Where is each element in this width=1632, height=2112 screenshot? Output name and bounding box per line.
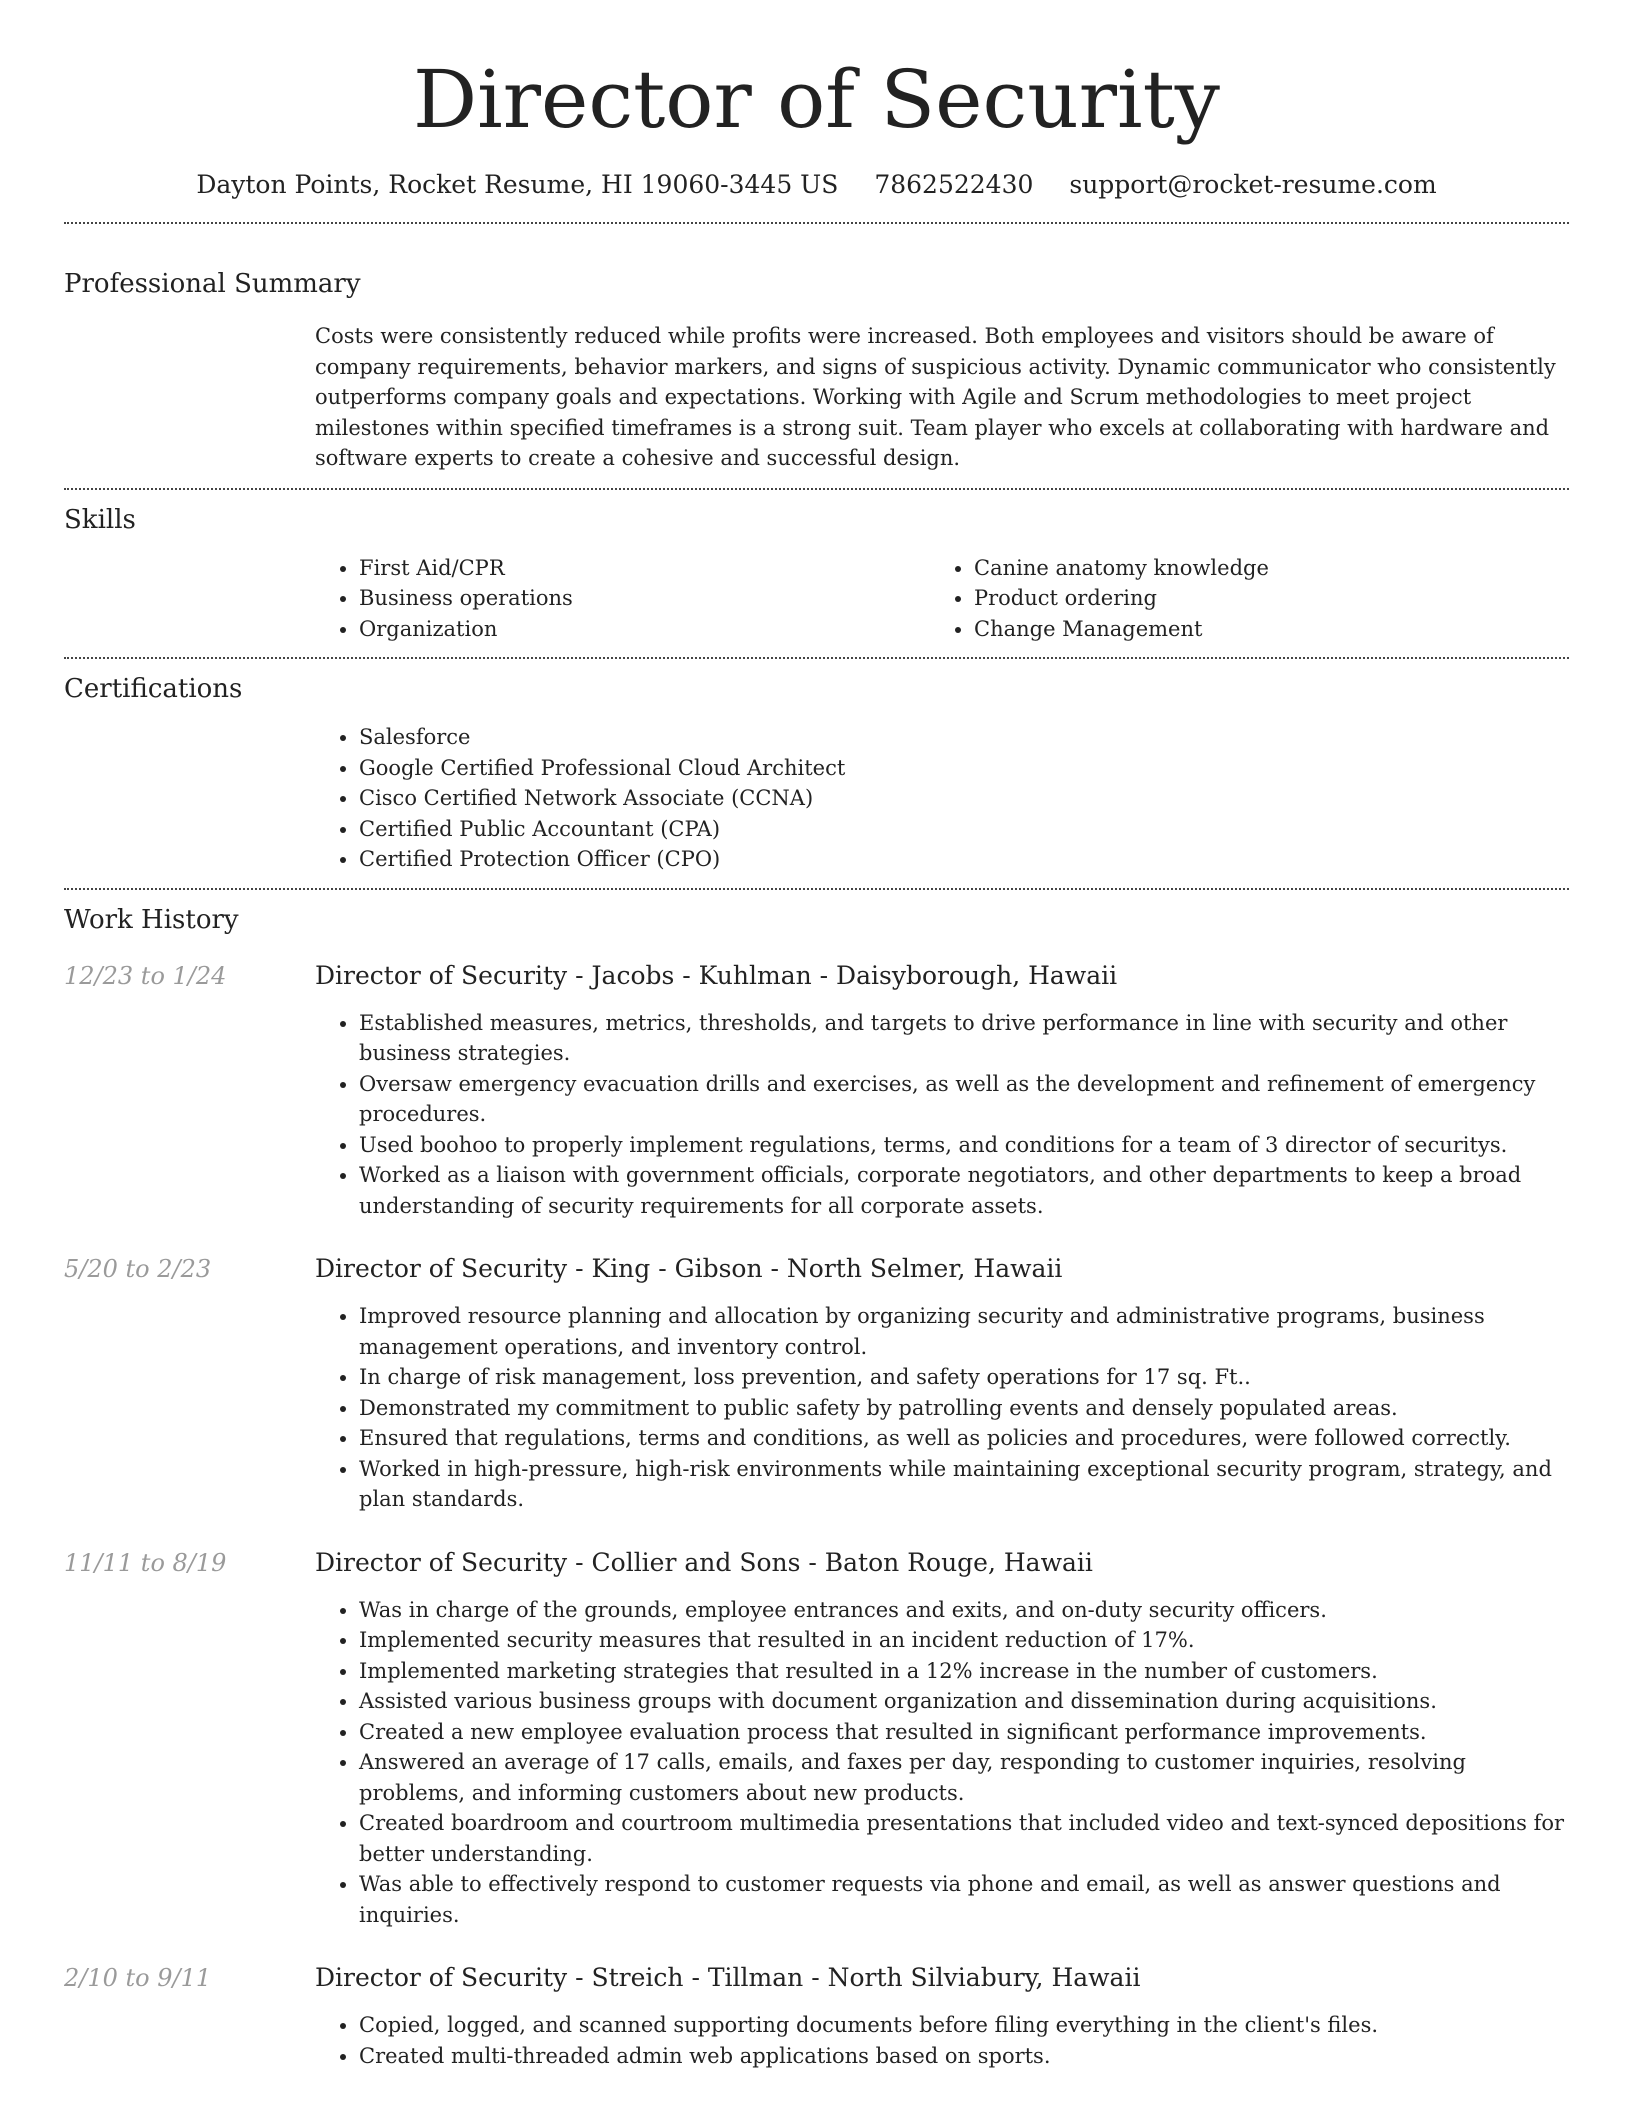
- job-bullets: [315, 1595, 1569, 1931]
- skills-section: [64, 490, 1569, 658]
- certification-item: • Certified Protection Officer (CPO): [359, 844, 1569, 875]
- job-title: Director of Security - Collier and Sons - Baton Rouge, Hawaii: [315, 1547, 1093, 1577]
- job-bullet: • Established measures, metrics, thresholds, and targets to drive performance in line with security and other business strategies.: [359, 1008, 1569, 1069]
- contact-address: Dayton Points, Rocket Resume, HI 19060-3445 US: [196, 170, 839, 199]
- job-dates: 11/11 to 8/19: [64, 1548, 227, 1577]
- job-bullet: • Used boohoo to properly implement regulations, terms, and conditions for a team of 3 director of securitys.: [359, 1130, 1569, 1161]
- certification-item: • Cisco Certified Network Associate (CCNA): [359, 783, 1569, 814]
- job-bullet: • Created boardroom and courtroom multimedia presentations that included video and text-synced depositions for better understanding.: [359, 1808, 1569, 1869]
- skills-list-right: [930, 553, 1545, 645]
- resume-name: Director of Security: [413, 53, 1220, 146]
- contact-line: [64, 168, 1569, 202]
- certification-item: • Google Certified Professional Cloud Architect: [359, 753, 1569, 784]
- job-bullets: [315, 1301, 1569, 1515]
- job-bullet: • Was in charge of the grounds, employee entrances and exits, and on-duty security officers.: [359, 1595, 1569, 1626]
- section-title-skills: Skills: [64, 504, 136, 535]
- job-dates: 12/23 to 1/24: [64, 961, 227, 990]
- skills-list-left: [315, 553, 930, 645]
- skill-item: • First Aid/CPR: [359, 553, 930, 584]
- resume-page: [64, 0, 1569, 2071]
- job-bullet: • Implemented security measures that resulted in an incident reduction of 17%.: [359, 1625, 1569, 1656]
- skill-item: • Business operations: [359, 583, 930, 614]
- job-bullet: • Copied, logged, and scanned supporting documents before filing everything in the client's files.: [359, 2010, 1569, 2041]
- section-title-certifications: Certifications: [64, 674, 243, 704]
- skill-item: • Product ordering: [974, 583, 1545, 614]
- job-title: Director of Security - Streich - Tillman - North Silviabury, Hawaii: [315, 1963, 1141, 1992]
- job-bullet: • Assisted various business groups with document organization and dissemination during acquisitions.: [359, 1686, 1569, 1717]
- job-entry: [64, 1962, 1569, 2071]
- job-bullets: [315, 2010, 1569, 2071]
- job-bullet: • Demonstrated my commitment to public safety by patrolling events and densely populated areas.: [359, 1393, 1569, 1424]
- skill-item: • Canine anatomy knowledge: [974, 553, 1545, 584]
- summary-section: [64, 224, 1569, 488]
- job-bullets: [315, 1008, 1569, 1222]
- job-bullet: • Answered an average of 17 calls, emails, and faxes per day, responding to customer inquiries, resolving problems, and informing customers about new products.: [359, 1747, 1569, 1808]
- skill-item: • Organization: [359, 614, 930, 645]
- job-bullet: • Was able to effectively respond to customer requests via phone and email, as well as answer questions and inquiries.: [359, 1869, 1569, 1930]
- skills-content: [315, 553, 1569, 658]
- certifications-section: [64, 659, 1569, 888]
- contact-email: support@rocket-resume.com: [1069, 170, 1437, 199]
- section-title-work-history: Work History: [64, 904, 239, 935]
- job-title: Director of Security - King - Gibson - North Selmer, Hawaii: [315, 1254, 1063, 1283]
- certification-item: • Salesforce: [359, 722, 1569, 753]
- certifications-list: [315, 722, 1569, 875]
- certification-item: • Certified Public Accountant (CPA): [359, 814, 1569, 845]
- job-entry: [64, 960, 1569, 1222]
- job-entry: [64, 1253, 1569, 1515]
- job-dates: 5/20 to 2/23: [64, 1255, 212, 1283]
- job-bullet: • Created multi-threaded admin web applications based on sports.: [359, 2041, 1569, 2072]
- contact-phone: 7862522430: [874, 170, 1034, 199]
- job-bullet: • In charge of risk management, loss prevention, and safety operations for 17 sq. Ft..: [359, 1362, 1569, 1393]
- section-title-summary: Professional Summary: [64, 269, 361, 299]
- job-bullet: • Ensured that regulations, terms and conditions, as well as policies and procedures, were followed correctly.: [359, 1423, 1569, 1454]
- certifications-content: [315, 722, 1569, 888]
- job-bullet: • Oversaw emergency evacuation drills and exercises, as well as the development and refinement of emergency procedures.: [359, 1069, 1569, 1130]
- job-entry: [64, 1547, 1569, 1931]
- job-title: Director of Security - Jacobs - Kuhlman - Daisyborough, Hawaii: [315, 960, 1118, 990]
- job-dates: 2/10 to 9/11: [64, 1964, 212, 1992]
- work-history-section: [64, 890, 1569, 2072]
- job-bullet: • Worked in high-pressure, high-risk environments while maintaining exceptional security program, strategy, and plan standards.: [359, 1454, 1569, 1515]
- job-bullet: • Implemented marketing strategies that resulted in a 12% increase in the number of customers.: [359, 1656, 1569, 1687]
- job-bullet: • Worked as a liaison with government officials, corporate negotiators, and other departments to keep a broad understanding of security requirements for all corporate assets.: [359, 1160, 1569, 1221]
- job-bullet: • Improved resource planning and allocation by organizing security and administrative programs, business management operations, and inventory control.: [359, 1301, 1569, 1362]
- summary-text: Costs were consistently reduced while profits were increased. Both employees and visitors should be aware of company requirements, behavior markers, and signs of suspicious activity. Dynamic communicator who consistently outperforms company goals and expectations. Working with Agile and Scrum methodologies to meet project milestones within specified timeframes is a strong suit. Team player who excels at collaborating with hardware and software experts to create a cohesive and successful design.: [315, 324, 1556, 470]
- skill-item: • Change Management: [974, 614, 1545, 645]
- job-bullet: • Created a new employee evaluation process that resulted in significant performance improvements.: [359, 1717, 1569, 1748]
